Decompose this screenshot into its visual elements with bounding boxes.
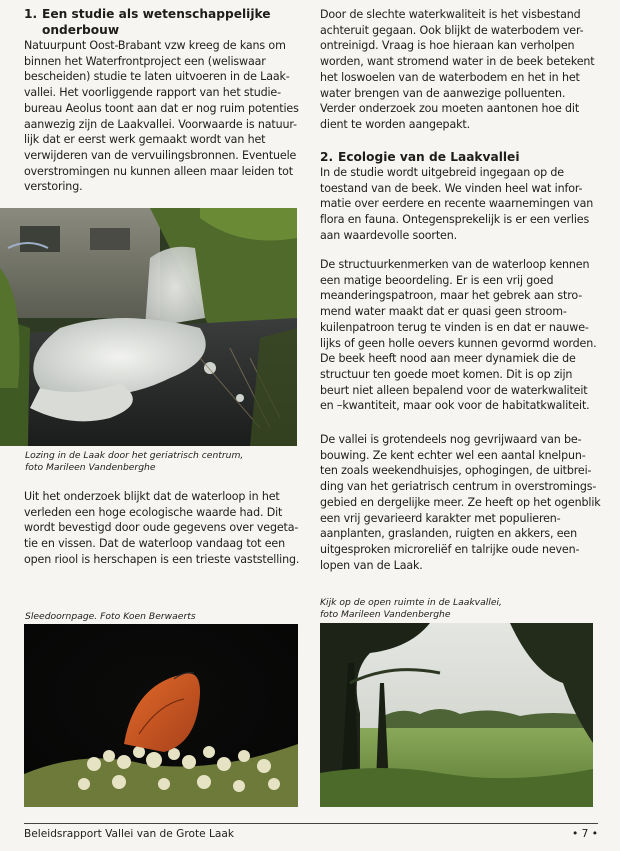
section-2-number: 2. <box>320 150 334 164</box>
text-line: De beek heeft nood aan meer dynamiek die de <box>320 352 576 366</box>
text-line: verstoring. <box>24 180 83 194</box>
text-line: dient te worden aangepakt. <box>320 117 470 131</box>
right-paragraph-1 <box>320 7 594 133</box>
text-line: een vrij gevarieerd karakter met populieren- <box>320 511 561 525</box>
text-line: mend water maakt dat er quasi geen stroom- <box>320 305 567 319</box>
text-line: bescheiden) studie te laten uitvoeren in de Laak- <box>24 70 290 84</box>
text-line: beurt niet alleen bepalend voor de waterkwaliteit <box>320 383 588 397</box>
text-line: flora en fauna. Ontegensprekelijk is er een verlies <box>320 213 590 227</box>
text-line: lijk dat er eerst werk gemaakt wordt van het <box>24 133 266 147</box>
text-line: verwijderen van de vervuilingsbronnen. Eventuele <box>24 148 297 162</box>
text-line: binnen het Waterfrontproject een (weliswaar <box>24 54 266 68</box>
text-line: Verder onderzoek zou moeten aantonen hoe dit <box>320 102 580 116</box>
page-number: • 7 • <box>572 828 598 840</box>
photo-3-caption <box>320 597 502 620</box>
section-2-title: Ecologie van de Laakvallei <box>338 150 520 164</box>
text-line: structuur ten goede moet komen. Dit is op zijn <box>320 367 573 381</box>
text-line: water brengen van de aanwezige polluenten. <box>320 86 566 100</box>
text-line: Uit het onderzoek blijkt dat de waterloop in het <box>24 490 280 503</box>
butterfly-image <box>24 624 298 807</box>
footer-title: Beleidsrapport Vallei van de Grote Laak <box>24 828 235 840</box>
text-line: overstromingen nu kunnen alleen maar leiden tot <box>24 164 293 178</box>
text-line: aanwezig zijn de Laakvallei. Voorwaarde is natuur- <box>24 117 297 131</box>
text-line: De vallei is grotendeels nog gevrijwaard van be- <box>320 433 582 446</box>
text-line: worden, want stromend water in de beek betekent <box>320 55 595 69</box>
photo-3-caption-line2: foto Marileen Vandenberghe <box>320 608 451 620</box>
photo-1-caption <box>25 450 243 473</box>
section-1-title-line1: Een studie als wetenschappelijke <box>42 7 271 21</box>
text-line: tie en vissen. Dat de waterloop vandaag tot een <box>24 537 285 551</box>
outfall-image <box>0 208 297 446</box>
photo-2-caption: Sleedoornpage. Foto Koen Berwaerts <box>25 611 196 622</box>
text-line: bureau Aeolus toont aan dat er nog ruim potenties <box>24 101 299 115</box>
photo-3-caption-line1: Kijk op de open ruimte in de Laakvallei, <box>320 597 502 608</box>
text-line: open riool is herschapen is een trieste vaststelling. <box>24 552 300 566</box>
right-paragraph-3 <box>320 257 596 414</box>
section-1-number: 1. <box>24 7 38 21</box>
section-1-title-line2: onderbouw <box>42 22 120 37</box>
text-line: bouwing. Ze kent echter wel een aantal knelpun- <box>320 448 586 462</box>
text-line: achteruit gegaan. Ook blijkt de waterbodem ver- <box>320 23 584 37</box>
text-line: ontreinigd. Vraag is hoe hieraan kan verholpen <box>320 39 575 53</box>
text-line: ten zoals weekendhuisjes, ophogingen, de uitbrei- <box>320 464 592 478</box>
text-line: lopen van de Laak. <box>320 558 423 572</box>
outfall-photo <box>0 208 297 446</box>
text-line: kuilenpatroon terug te vinden is en dat er nauwe- <box>320 320 589 334</box>
text-line: aan waardevolle soorten. <box>320 228 457 242</box>
butterfly-photo <box>24 624 298 807</box>
text-line: vallei. Het voorliggende rapport van het studie- <box>24 86 281 100</box>
left-paragraph-1 <box>24 38 299 195</box>
right-paragraph-4 <box>320 432 601 573</box>
text-line: wordt bevestigd door oude gegevens over vegeta- <box>24 521 299 535</box>
text-line: meanderingspatroon, maar het gebrek aan stro- <box>320 289 583 303</box>
page-footer <box>24 823 598 840</box>
text-line: Door de slechte waterkwaliteit is het visbestand <box>320 8 581 21</box>
photo-1-caption-line1: Lozing in de Laak door het geriatrisch centrum, <box>25 450 244 461</box>
valley-meadow-photo <box>320 623 593 807</box>
text-line: en –kwantiteit, maar ook voor de habitatkwaliteit. <box>320 399 590 413</box>
photo-1-caption-line2: foto Marileen Vandenberghe <box>25 461 156 473</box>
section-2-heading <box>320 150 520 166</box>
text-line: In de studie wordt uitgebreid ingegaan op de <box>320 166 564 179</box>
valley-meadow-image <box>320 623 593 807</box>
text-line: ding van het geriatrisch centrum in overstromings- <box>320 480 597 494</box>
text-line: gebied en dergelijke meer. Ze heeft op het ogenblik <box>320 495 601 509</box>
right-paragraph-2 <box>320 165 593 244</box>
text-line: aanplanten, graslanden, ruigten en akkers, een <box>320 527 577 541</box>
text-line: verleden een hoge ecologische waarde had. Dit <box>24 505 283 519</box>
text-line: uitgesproken microreliëf en talrijke oude neven- <box>320 542 580 556</box>
left-paragraph-2 <box>24 489 299 568</box>
section-1-heading <box>24 7 271 38</box>
text-line: Natuurpunt Oost-Brabant vzw kreeg de kans om <box>24 39 286 52</box>
text-line: een matige beoordeling. Er is een vrij goed <box>320 273 554 287</box>
text-line: lijks of geen holle oevers kunnen gevormd worden. <box>320 336 597 350</box>
text-line: toestand van de beek. We vinden heel wat infor- <box>320 181 583 195</box>
text-line: matie over eerdere en recente waarnemingen van <box>320 197 594 211</box>
text-line: het loswoelen van de waterbodem en het in het <box>320 70 580 84</box>
text-line: De structuurkenmerken van de waterloop kennen <box>320 258 590 271</box>
